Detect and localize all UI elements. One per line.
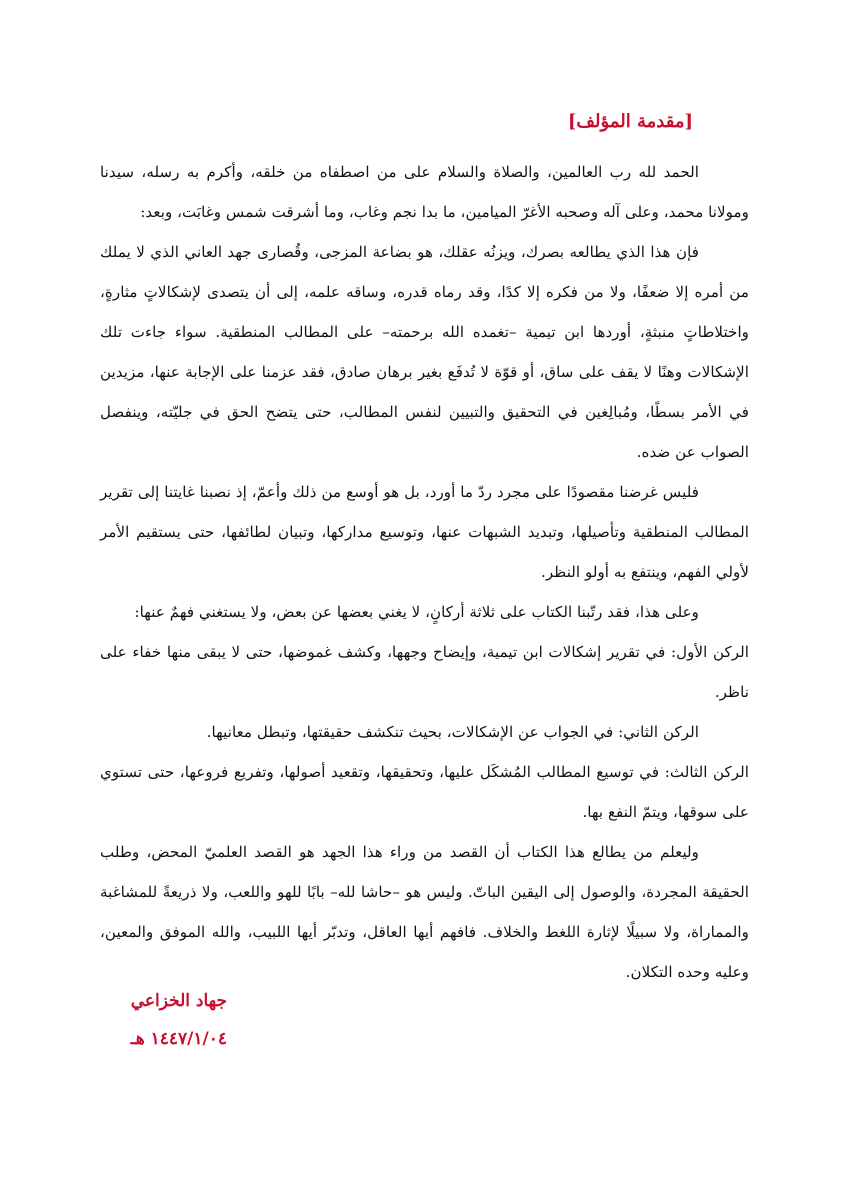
paragraph-pillar-one: الركن الأول: في تقرير إشكالات ابن تيمية، وإيضاح وجهها، وكشف غموضها، حتى لا يبقى منها خفاء على ناظر.	[100, 643, 749, 701]
paragraph-intro: فإن هذا الذي يطالعه بصرك، ويزنُه عقلك، هو بضاعة المزجى، وقُصارى جهد العاني الذي لا يملك من أمره إلا ضعفًا، ولا من فكره إلا كدًا، وقد رماه قدره، وساقه علمه، إلى أن يتصدى لإشكالاتٍ مثارةٍ، واختلاطاتٍ منبثةٍ، أوردها ابن تيمية –تغمده الله برحمته– على المطالب المنطقية. سواء جاءت تلك الإشكالات وهنًا لا يقف على ساق، أو قوّة لا تُدفَع بغير برهان صادق، فقد عزمنا على الإجابة عنها، مزيدين في الأمر بسطًا، ومُبالِغين في التحقيق والتبيين لنفس المطالب، حتى يتضح الحق في جليّته، وينفصل الصواب عن ضده.	[100, 243, 749, 461]
paragraph-opening: الحمد لله رب العالمين، والصلاة والسلام على من اصطفاه من خلقه، وأكرم به رسله، سيدنا ومولانا محمد، وعلى آله وصحبه الأغرّ الميامين، ما بدا نجم وغاب، وما أشرقت شمس وغابَت، وبعد:	[100, 163, 749, 221]
body-text	[100, 152, 749, 992]
paragraph-structure: وعلى هذا، فقد رتّبنا الكتاب على ثلاثة أركانٍ، لا يغني بعضها عن بعض، ولا يستغني فهمٌ عنها:	[134, 603, 699, 621]
author-signature: جهاد الخزاعي	[130, 991, 227, 1011]
signature-date: ١٤٤٧/١/٠٤ هـ	[130, 1029, 227, 1049]
section-heading: [مقدمة المؤلف]	[567, 111, 693, 132]
paragraph-closing: وليعلم من يطالع هذا الكتاب أن القصد من وراء هذا الجهد هو القصد العلميّ المحض، وطلب الحقيقة المجردة، والوصول إلى اليقين الباتّ. وليس هو –حاشا لله– بابًا للهو واللعب، ولا ذريعةً للمشاغبة والمماراة، ولا سبيلًا لإثارة اللغط والخلاف. فافهم أيها العاقل، وتدبّر أيها اللبيب، والله الموفق والمعين، وعليه وحده التكلان.	[100, 843, 749, 981]
paragraph-pillar-three: الركن الثالث: في توسيع المطالب المُشكَل عليها، وتحقيقها، وتقعيد أصولها، وتفريع فروعها، حتى تستوي على سوقها، ويتمّ النفع بها.	[100, 763, 749, 821]
paragraph-pillar-two: الركن الثاني: في الجواب عن الإشكالات، بحيث تنكشف حقيقتها، وتبطل معانيها.	[206, 723, 699, 741]
paragraph-purpose: فليس غرضنا مقصودًا على مجرد ردّ ما أورد، بل هو أوسع من ذلك وأعمّ، إذ نصبنا غايتنا إلى تقرير المطالب المنطقية وتأصيلها، وتبديد الشبهات عنها، وتوسيع مداركها، وتبيان لطائفها، حتى يستقيم الأمر لأولي الفهم، وينتفع به أولو النظر.	[100, 483, 749, 581]
